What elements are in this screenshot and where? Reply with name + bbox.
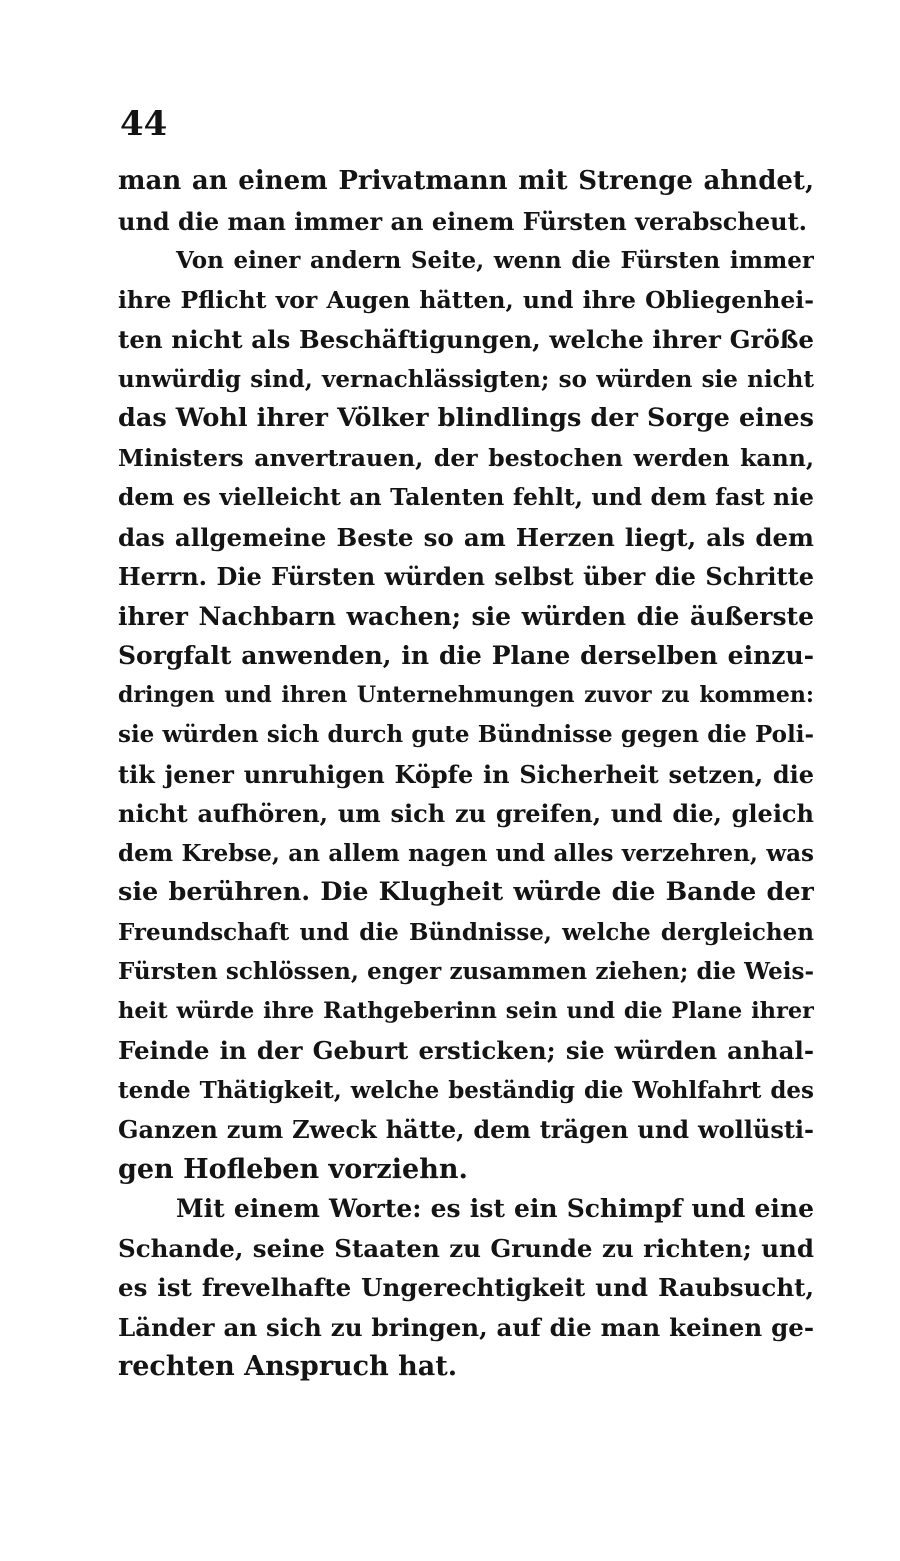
body-text xyxy=(118,162,814,1387)
text-line: tende Thätigkeit, welche beständig die Wohlfahrt des xyxy=(118,1076,814,1104)
text-line: Herrn. Die Fürsten würden selbst über die Schritte xyxy=(118,562,814,591)
text-line: das allgemeine Beste so am Herzen liegt, als dem xyxy=(118,522,814,552)
text-line: man an einem Privatmann mit Strenge ahndet, xyxy=(118,166,814,196)
text-line: ihre Pflicht vor Augen hätten, und ihre Obliegenhei- xyxy=(118,285,814,314)
text-line: Freundschaft und die Bündnisse, welche dergleichen xyxy=(118,918,814,946)
text-line: Fürsten schlössen, enger zusammen ziehen; die Weis- xyxy=(118,958,814,985)
text-line: und die man immer an einem Fürsten verabscheut. xyxy=(118,206,808,236)
text-line: rechten Anspruch hat. xyxy=(118,1351,458,1382)
text-line: Sorgfalt anwenden, in die Plane derselben einzu- xyxy=(118,641,814,670)
text-line: Länder an sich zu bringen, auf die man keinen ge- xyxy=(118,1312,814,1342)
text-line: unwürdig sind, vernachlässigten; so würden sie nicht xyxy=(118,365,814,393)
text-line: heit würde ihre Rathgeberinn sein und die Plane ihrer xyxy=(118,997,814,1024)
text-line: das Wohl ihrer Völker blindlings der Sorge eines xyxy=(118,403,814,433)
text-line: dem es vielleicht an Talenten fehlt, und dem fast nie xyxy=(118,483,814,511)
page-number: 44 xyxy=(120,104,168,144)
text-line: Ministers anvertrauen, der bestochen werden kann, xyxy=(118,443,814,472)
text-line: Ganzen zum Zweck hätte, dem trägen und wollüsti- xyxy=(118,1115,814,1144)
text-line: ihrer Nachbarn wachen; sie würden die äußerste xyxy=(118,601,814,631)
text-line: dringen und ihren Unternehmungen zuvor zu kommen: xyxy=(118,681,814,708)
text-line: Mit einem Worte: es ist ein Schimpf und eine xyxy=(176,1194,814,1223)
text-line: Feinde in der Geburt ersticken; sie würden anhal- xyxy=(118,1036,814,1065)
text-line: dem Krebse, an allem nagen und alles verzehren, was xyxy=(118,839,814,867)
text-line: nicht aufhören, um sich zu greifen, und die, gleich xyxy=(118,799,814,828)
text-line: ten nicht als Beschäftigungen, welche ihrer Größe xyxy=(118,325,814,354)
text-line: sie würden sich durch gute Bündnisse gegen die Poli- xyxy=(118,721,814,748)
text-line: sie berühren. Die Klugheit würde die Bande der xyxy=(118,877,814,907)
text-line: Von einer andern Seite, wenn die Fürsten immer xyxy=(176,247,814,274)
text-line: tik jener unruhigen Köpfe in Sicherheit setzen, die xyxy=(118,759,814,789)
text-line: es ist frevelhafte Ungerechtigkeit und Raubsucht, xyxy=(118,1273,814,1302)
text-line: gen Hofleben vorziehn. xyxy=(118,1153,468,1185)
text-line: Schande, seine Staaten zu Grunde zu richten; und xyxy=(118,1233,814,1263)
